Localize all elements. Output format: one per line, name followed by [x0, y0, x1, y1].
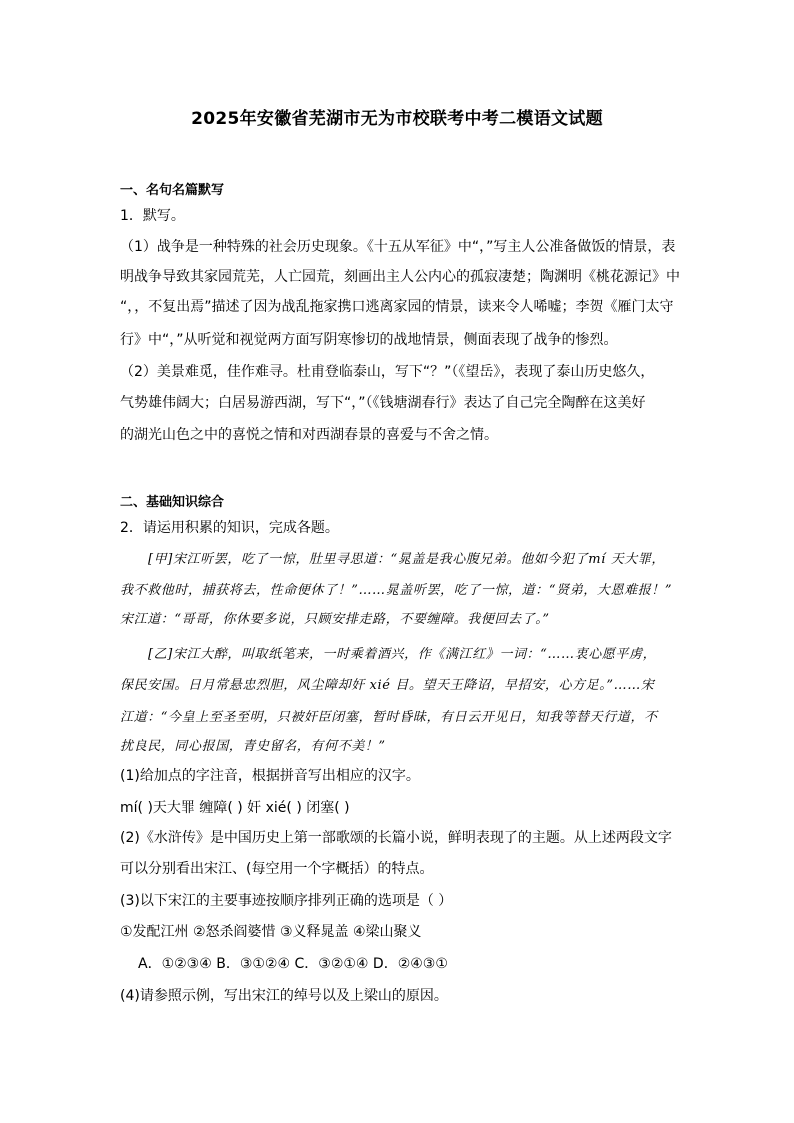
section-heading-1: 一、名句名篇默写 [120, 183, 225, 198]
subquestion-1-blanks: mí( )天大罪 缠障( ) 奸 xié( ) 闭塞( ) [120, 800, 350, 816]
q1-part1-line-1: （1）战争是一种特殊的社会历史现象。《十五从军征》中“，”写主人公准备做饭的情景，表 [120, 239, 676, 255]
subquestion-4: (4)请参照示例，写出宋江的绰号以及上梁山的原因。 [120, 988, 448, 1004]
q1-part2-line-1: （2）美景难觅，佳作难寻。杜甫登临泰山，写下“？”（《望岳》，表现了泰山历史悠久， [120, 364, 655, 380]
subquestion-3: (3)以下宋江的主要事迹按顺序排列正确的选项是（ ） [120, 893, 453, 909]
passage-yi-line-4: 扰良民，同心报国，青史留名，有何不美！” [120, 739, 386, 754]
q1-part2-line-3: 的湖光山色之中的喜悦之情和对西湖春景的喜爱与不舍之情。 [120, 427, 498, 443]
subquestion-3-events: ①发配江州 ②怒杀阎婆惜 ③义释晁盖 ④梁山聚义 [120, 924, 422, 940]
q1-part1-line-4: 行》中“，”从听觉和视觉两方面写阴寒惨切的战地情景，侧面表现了战争的惨烈。 [120, 332, 618, 348]
q1-part2-line-2: 气势雄伟阔大；白居易游西湖，写下“，”（《钱塘湖春行》表达了自己完全陶醉在这美好 [120, 395, 646, 411]
q1-part1-line-3: “，，不复出焉”描述了因为战乱拖家携口逃离家园的情景，读来令人唏嘘；李贺《雁门太守 [120, 299, 674, 315]
subquestion-1: (1)给加点的字注音，根据拼音写出相应的汉字。 [120, 768, 420, 784]
page-title: 2025年安徽省芜湖市无为市校联考中考二模语文试题 [191, 109, 603, 129]
passage-yi-line-3: 江道：“今皇上至圣至明，只被奸臣闭塞，暂时昏昧，有日云开见日，知我等替天行道，不 [120, 710, 658, 725]
subquestion-3-options: A．①②③④ B．③①②④ C．③②①④ D．②④③① [138, 956, 448, 972]
question-2-label: 2．请运用积累的知识，完成各题。 [120, 520, 339, 536]
passage-yi-line-2: 保民安国。日月常悬忠烈胆，风尘障却奸 xié 目。望天王降诏，早招安，心方足。”……宋 [120, 678, 655, 693]
section-heading-2: 二、基础知识综合 [120, 495, 225, 510]
subquestion-2-line-2: 可以分别看出宋江、(每空用一个字概括）的特点。 [120, 861, 434, 877]
passage-yi-line-1: [乙]宋江大醉，叫取纸笔来，一时乘着酒兴，作《满江红》一词：“……衷心愿平虏， [148, 647, 657, 662]
passage-jia-line-2: 我不救他时，捕获将去，性命便休了！”……晁盖听罢，吃了一惊，道：“贤弟，大恩难报！” [120, 583, 673, 598]
passage-jia-line-1: [甲]宋江听罢，吃了一惊，肚里寻思道：“晁盖是我心腹兄弟。他如今犯了mí 天大罪， [148, 552, 666, 567]
passage-jia-line-3: 宋江道：“哥哥，你休要多说，只顾安排走路，不要缠障。我便回去了。” [120, 612, 550, 627]
question-1-label: 1．默写。 [120, 208, 185, 224]
q1-part1-line-2: 明战争导致其家园荒芜，人亡园荒，刻画出主人公内心的孤寂凄楚；陶渊明《桃花源记》中 [120, 269, 680, 285]
subquestion-2-line-1: (2)《水浒传》是中国历史上第一部歌颂的长篇小说，鲜明表现了的主题。从上述两段文字 [120, 830, 672, 846]
